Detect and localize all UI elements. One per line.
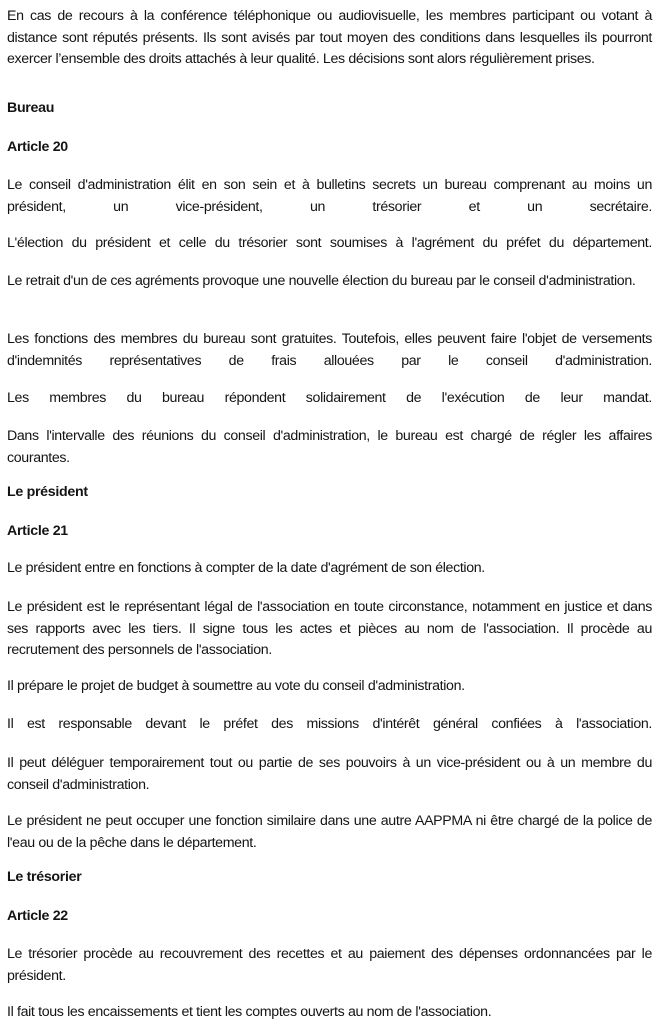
article-21-paragraph-5: Il peut déléguer temporairement tout ou partie de ses pouvoirs à un vice-président ou à un membre du conseil d'administration. [7, 755, 652, 793]
article-21-paragraph-4: Il est responsable devant le préfet des missions d'intérêt général confiées à l'association. [7, 716, 652, 732]
article-21-heading: Article 21 [7, 523, 68, 539]
section-heading-bureau: Bureau [7, 100, 55, 116]
article-21-paragraph-1: Le président entre en fonctions à compter de la date d'agrément de son élection. [7, 560, 485, 576]
article-20-paragraph-4: Les fonctions des membres du bureau sont gratuites. Toutefois, elles peuvent faire l'objet de versements d'indemnités représentatives de frais allouées par le conseil d'administration. [7, 331, 652, 369]
article-20-paragraph-1: Le conseil d'administration élit en son sein et à bulletins secrets un bureau comprenant au moins un président, un vice-président, un trésorier et un secrétaire. [7, 177, 652, 215]
article-21-paragraph-2: Le président est le représentant légal de l'association en toute circonstance, notamment en justice et dans ses rapports avec les tiers. Il signe tous les actes et pièces au nom de l'association. Il procède au recrutement des personnels de l'association. [7, 599, 652, 658]
article-21-paragraph-3: Il prépare le projet de budget à soumettre au vote du conseil d'administration. [7, 678, 465, 694]
article-20-paragraph-3: Le retrait d'un de ces agréments provoque une nouvelle élection du bureau par le conseil d'administration. [7, 273, 636, 289]
intro-paragraph: En cas de recours à la conférence téléphonique ou audiovisuelle, les membres participant ou votant à distance sont réputés présents. Ils sont avisés par tout moyen des conditions dans lesquelles ils pourront exercer l’ensemble des droits attachés à leur qualité. Les décisions sont alors régulièrement prises. [7, 8, 652, 67]
article-22-heading: Article 22 [7, 908, 68, 924]
section-heading-president: Le président [7, 484, 88, 500]
article-20-paragraph-6: Dans l'intervalle des réunions du conseil d'administration, le bureau est chargé de régler les affaires courantes. [7, 428, 652, 466]
article-20-paragraph-5: Les membres du bureau répondent solidairement de l'exécution de leur mandat. [7, 390, 652, 406]
article-20-paragraph-2: L'élection du président et celle du trésorier sont soumises à l'agrément du préfet du département. [7, 235, 652, 251]
article-22-paragraph-2: Il fait tous les encaissements et tient les comptes ouverts au nom de l'association. [7, 1004, 492, 1020]
article-21-paragraph-6: Le président ne peut occuper une fonction similaire dans une autre AAPPMA ni être chargé de la police de l'eau ou de la pêche dans le département. [7, 813, 652, 851]
article-20-heading: Article 20 [7, 139, 68, 155]
section-heading-tresorier: Le trésorier [7, 869, 82, 885]
article-22-paragraph-1: Le trésorier procède au recouvrement des recettes et au paiement des dépenses ordonnancées par le président. [7, 946, 652, 984]
